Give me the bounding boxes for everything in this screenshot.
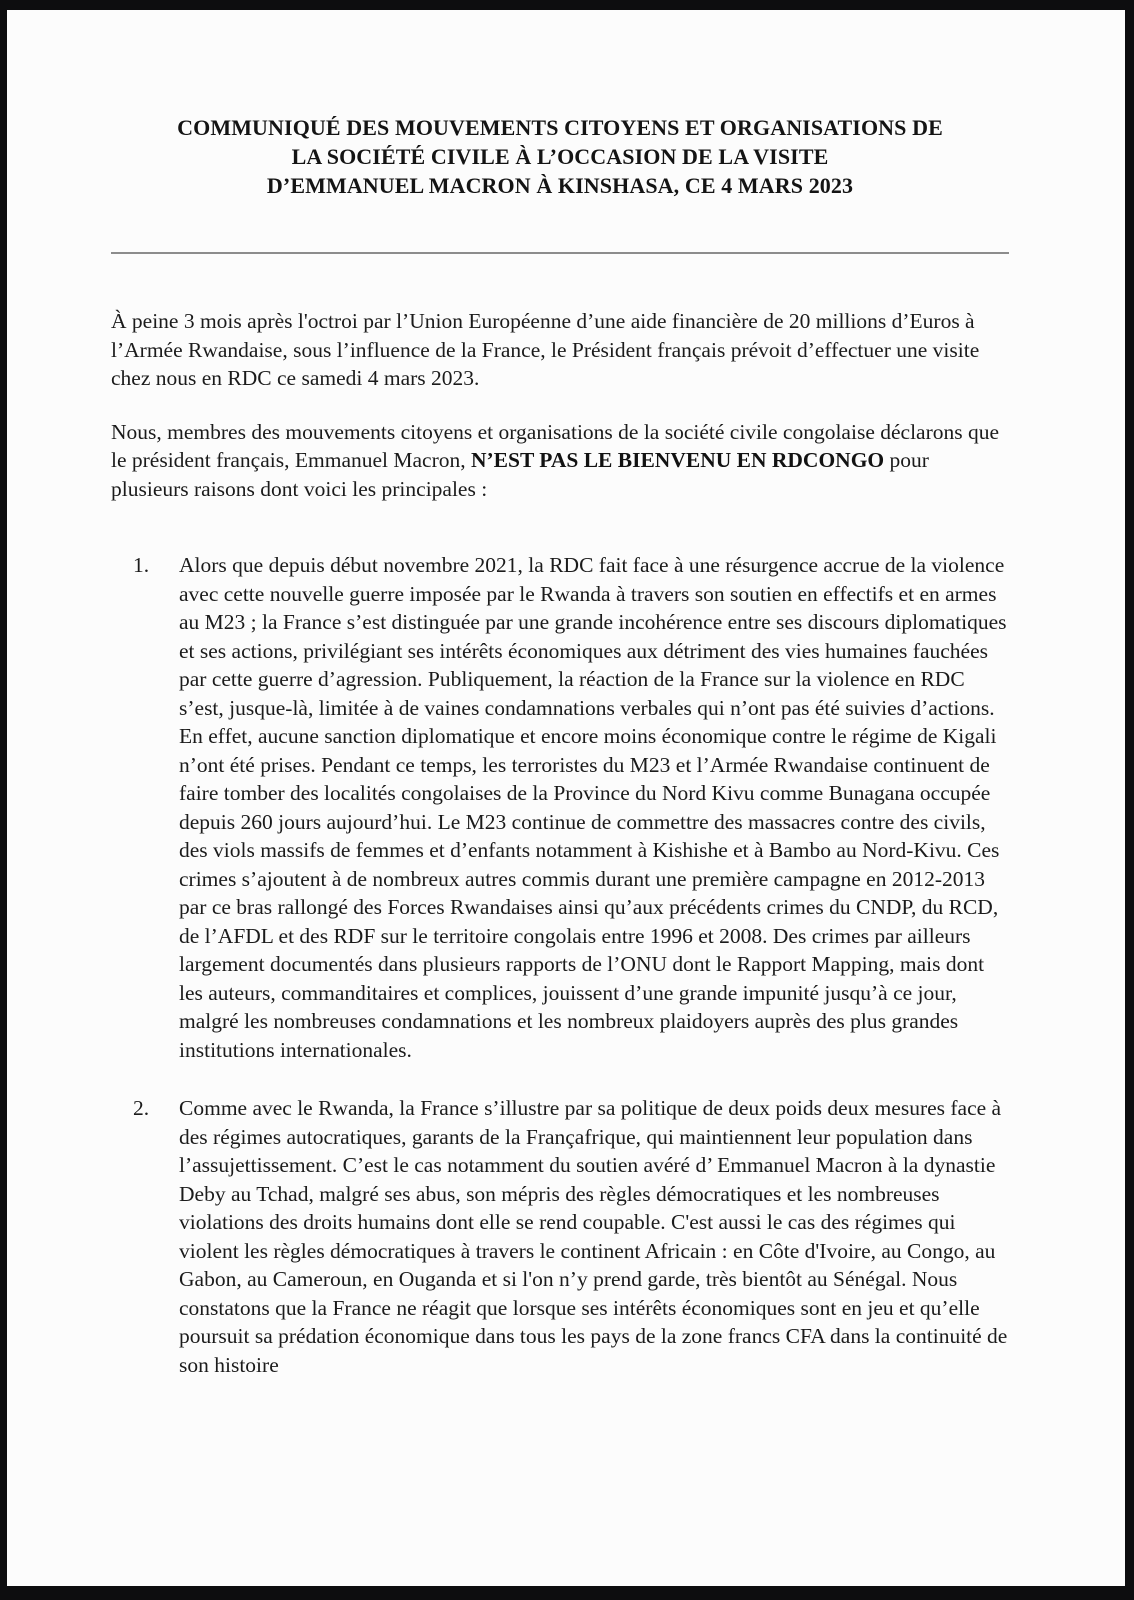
list-item-reason-2 [111, 1094, 1009, 1379]
declaration-text-after: pour plusieurs raisons dont voici les principales : [111, 448, 929, 501]
declaration-paragraph [111, 418, 1009, 504]
divider-line [111, 252, 1009, 254]
list-item-number: 2. [133, 1096, 150, 1120]
title-line-2: LA SOCIÉTÉ CIVILE À L’OCCASION DE LA VISITE [291, 144, 829, 169]
declaration-bold-text: N’EST PAS LE BIENVENU EN RDCONGO [471, 448, 885, 472]
title-line-1: COMMUNIQUÉ DES MOUVEMENTS CITOYENS ET ORGANISATIONS DE [177, 115, 943, 140]
list-item-reason-1 [111, 551, 1009, 1064]
list-item-number: 1. [133, 553, 150, 577]
list-item-text: Comme avec le Rwanda, la France s’illustre par sa politique de deux poids deux mesures face à des régimes autocratiques, garants de la Françafrique, qui maintiennent leur population dans l’assujettissement. C’est le cas notamment du soutien avéré d’ Emmanuel Macron à la dynastie Deby au Tchad, malgré ses abus, son mépris des règles démocratiques et les nombreuses violations des droits humains dont elle se rend coupable. C'est aussi le cas des régimes qui violent les règles démocratiques à travers le continent Africain : en Côte d'Ivoire, au Congo, au Gabon, au Cameroun, en Ouganda et si l'on n’y prend garde, très bientôt au Sénégal. Nous constatons que la France ne réagit que lorsque ses intérêts économiques sont en jeu et qu’elle poursuit sa prédation économique dans tous les pays de la zone francs CFA dans la continuité de son histoire [179, 1096, 1008, 1377]
document-page [7, 10, 1125, 1586]
list-item-text: Alors que depuis début novembre 2021, la RDC fait face à une résurgence accrue de la violence avec cette nouvelle guerre imposée par le Rwanda à travers son soutien en effectifs et en armes au M23 ; la France s’est distinguée par une grande incohérence entre ses discours diplomatiques et ses actions, privilégiant ses intérêts économiques aux détriment des vies humaines fauchées par cette guerre d’agression. Publiquement, la réaction de la France sur la violence en RDC s’est, jusque-là, limitée à de vaines condamnations verbales qui n’ont pas été suivies d’actions. En effet, aucune sanction diplomatique et encore moins économique contre le régime de Kigali n’ont été prises. Pendant ce temps, les terroristes du M23 et l’Armée Rwandaise continuent de faire tomber des localités congolaises de la Province du Nord Kivu comme Bunagana occupée depuis 260 jours aujourd’hui. Le M23 continue de commettre des massacres contre des civils, des viols massifs de femmes et d’enfants notamment à Kishishe et à Bambo au Nord-Kivu. Ces crimes s’ajoutent à de nombreux autres commis durant une première campagne en 2012-2013 par ce bras rallongé des Forces Rwandaises ainsi qu’aux précédents crimes du CNDP, du RCD, de l’AFDL et des RDF sur le territoire congolais entre 1996 et 2008. Des crimes par ailleurs largement documentés dans plusieurs rapports de l’ONU dont le Rapport Mapping, mais dont les auteurs, commanditaires et complices, jouissent d’une grande impunité jusqu’à ce jour, malgré les nombreuses condamnations et les nombreux plaidoyers auprès des plus grandes institutions internationales. [179, 553, 1007, 1062]
document-title [111, 113, 1009, 200]
intro-paragraph: À peine 3 mois après l'octroi par l’Union Européenne d’une aide financière de 20 millions d’Euros à l’Armée Rwandaise, sous l’influence de la France, le Président français prévoit d’effectuer une visite chez nous en RDC ce samedi 4 mars 2023. [111, 309, 980, 390]
title-line-3: D’EMMANUEL MACRON À KINSHASA, CE 4 MARS 2023 [266, 173, 854, 198]
declaration-text-before: Nous, membres des mouvements citoyens et organisations de la société civile congolaise déclarons que le président français, Emmanuel Macron, [111, 419, 1000, 472]
reasons-list [111, 551, 1009, 1379]
